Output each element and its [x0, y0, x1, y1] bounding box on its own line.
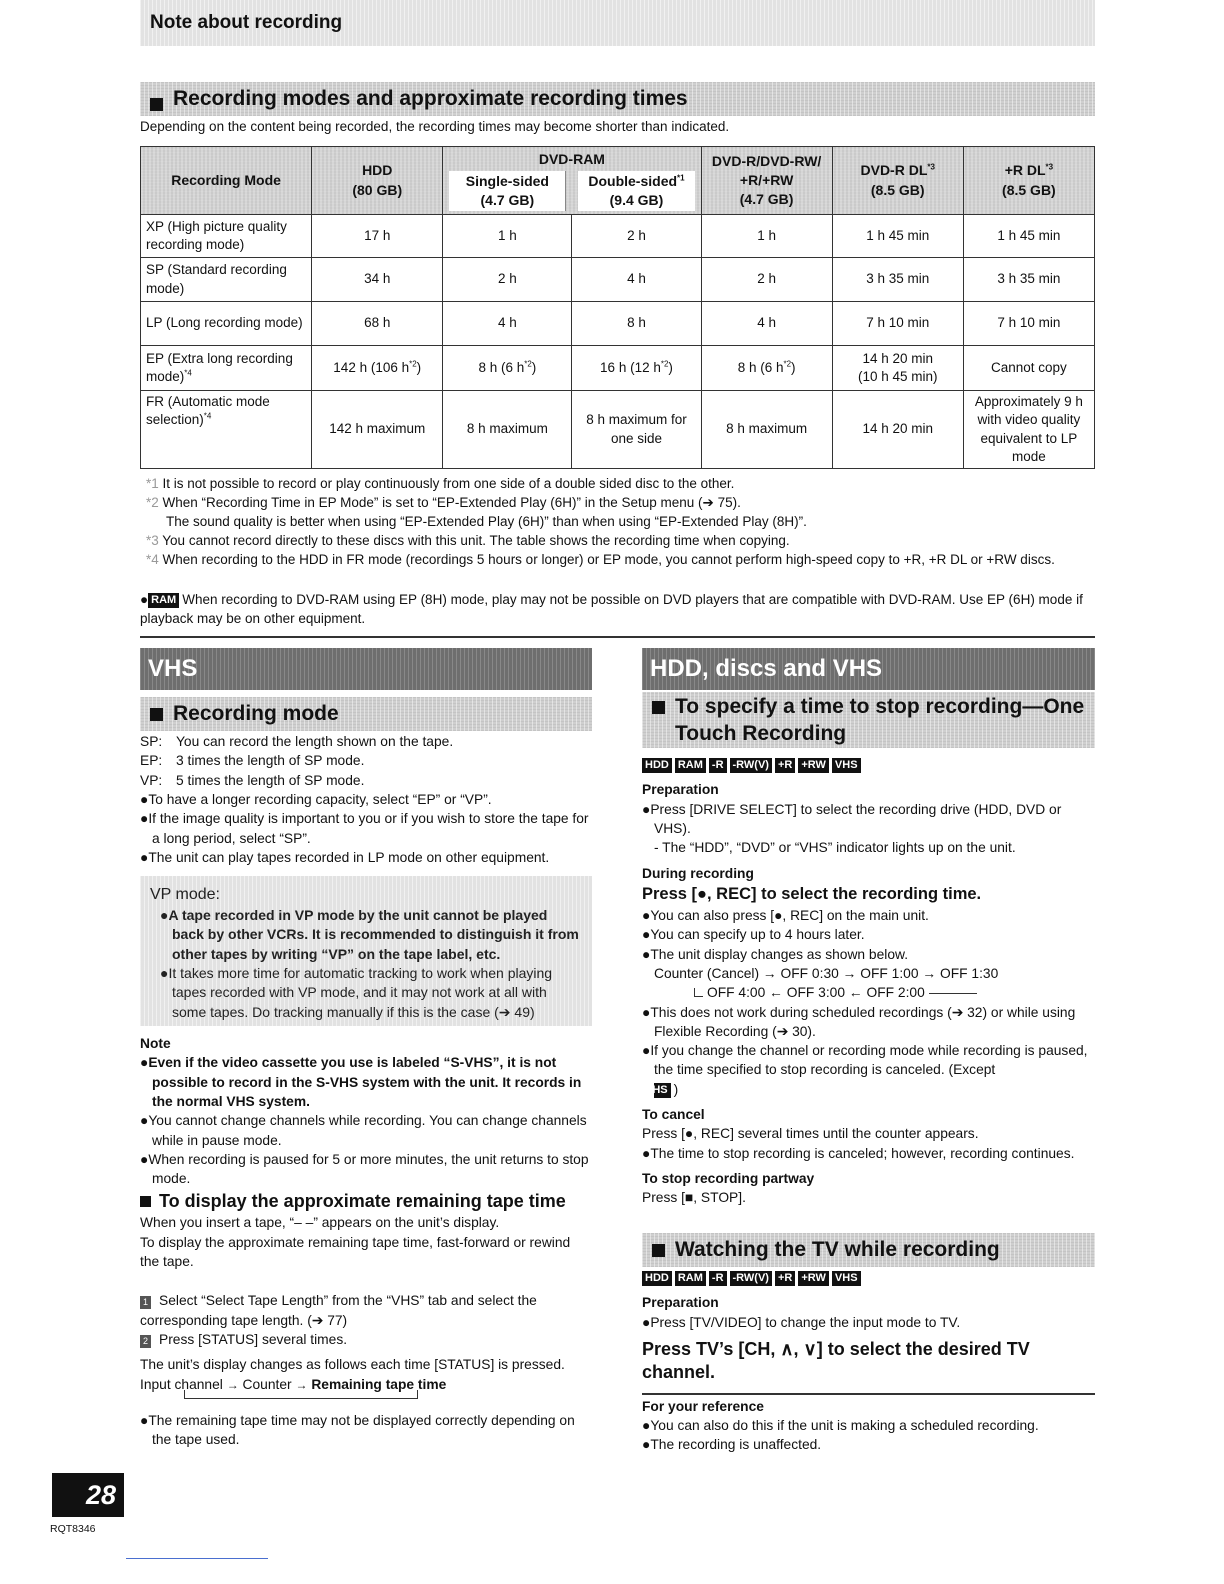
square-bullet-icon — [150, 708, 163, 721]
table-row: SP (Standard recording mode) 34 h 2 h 4 h 2 h 3 h 35 min 3 h 35 min — [141, 258, 1095, 302]
return-arrow-icon — [694, 988, 703, 997]
one-touch-header: To specify a time to stop recording—One Touch Recording — [642, 692, 1095, 748]
col-double-sided: Double-sided$^{*1}$ (9.4 GB) — [578, 171, 694, 212]
footnote: *1 It is not possible to record or play continuously from one side of a double sided disc to the other. — [146, 476, 735, 491]
square-bullet-icon — [652, 1244, 665, 1257]
section-divider — [140, 636, 1095, 638]
vhs-note: Note ●Even if the video cassette you use is labeled “S-VHS”, it is not possible to record in the S-VHS system with the unit. It records in the normal VHS system. ●You cannot change channels while recording. You can change channels while in pause mode. ●When recording is paused for 5 or more minutes, the unit returns to stop mode. — [140, 1036, 589, 1187]
cycle-arrow-icon — [184, 1390, 418, 1399]
vp-mode-box — [140, 876, 592, 1026]
page-number: 28 — [85, 1480, 116, 1510]
footnote: *3 You cannot record directly to these discs with this unit. The table shows the recording time when copying. — [146, 533, 790, 548]
recording-modes-title: Recording modes and approximate recording times — [173, 87, 688, 110]
col-dvd-ram: DVD-RAM Single-sided (4.7 GB) Double-sided$^{*1}$ (9.4 GB) — [443, 147, 701, 215]
col-recording-mode: Recording Mode — [141, 147, 312, 215]
vhs-header — [140, 648, 592, 690]
hdd-discs-vhs-title: HDD, discs and VHS — [650, 655, 883, 682]
step-1-icon: 1 — [140, 1296, 151, 1309]
recording-mode-header — [140, 697, 592, 731]
step-2-icon: 2 — [140, 1335, 151, 1348]
vp-mode-title: VP mode: — [150, 886, 220, 903]
remaining-tape-section: To display the approximate remaining tape time When you insert a tape, “– –” appears on the unit’s display. To display the approximate remaining tape time, fast-forward or rewind the tape. 1 Select “Select Tape Length” from the “VHS” tab and select the corresponding tape length. (➔ 77) 2 Press [STATUS] several times. The unit’s display changes as follows each time [STATUS] is pressed. Input channel → Counter → Remaining tape time ●The remaining tape time may not be displayed correctly depending on the tape used. — [140, 1191, 575, 1448]
ram-badge: RAM — [148, 593, 179, 608]
bottom-rule — [126, 1558, 268, 1559]
recording-mode-title: Recording mode — [173, 702, 339, 725]
vhs-recording-mode-body: SP: You can record the length shown on the tape. EP: 3 times the length of SP mode. VP: 5 times the length of SP mode. ●To have a longer recording capacity, select “EP” or “VP”. ●If the image quality is important to you or if you wish to store the tape for a long period, select “SP”. ●The unit can play tapes recorded in LP mode on other equipment. — [140, 734, 589, 865]
col-hdd: HDD (80 GB) — [312, 147, 443, 215]
document-code: RQT8346 — [50, 1523, 96, 1535]
col-dvd-r: DVD-R/DVD-RW/ +R/+RW (4.7 GB) — [701, 147, 832, 215]
one-touch-body: HDD RAM -R -RW(V) +R +RW VHS Preparation ●Press [DRIVE SELECT] to select the recording drive (HDD, DVD or VHS). - The “HDD”, “DVD” or “VHS” indicator lights up on the unit. During recording Press [●, REC] to select the recording time. ●You can also press [●, REC] on the main unit. ●You can specify up to 4 hours later. ●The unit display changes as shown below. Counter (Cancel) → OFF 0:30 → OFF 1:00 → OFF 1:30 OFF 4:00 ← OFF 3:00 ← OFF 2:00 ●This does not work during scheduled recordings (➔ 32) or while using Flexible Recording (➔ 30). ●If you change the channel or recording mode while recording is paused, the time specified to stop recording is canceled. (Except VHS ) To cancel Press [●, REC] several times until the counter appears. ●The time to stop recording is canceled; however, recording continues. To stop recording partway Press [■, STOP]. — [642, 755, 1095, 1208]
press-tv-ch-heading: Press TV’s [CH, ∧, ∨] to select the desired TV channel. — [642, 1338, 1030, 1383]
press-rec-heading: Press [●, REC] to select the recording time. — [642, 884, 982, 903]
col-plus-r-dl: +R DL$^{*3}$ (8.5 GB) — [963, 147, 1094, 215]
vp-mode-bullet: ●A tape recorded in VP mode by the unit cannot be played back by other VCRs. It is recommended to distinguish it from other tapes by writing “VP” on the tape label, etc. — [160, 907, 579, 962]
footnote: *2 When “Recording Time in EP Mode” is set to “EP-Extended Play (6H)” in the Setup menu (➔ 75). — [146, 495, 741, 510]
drive-badges: HDD RAM -R -RW(V) +R +RW VHS — [642, 1268, 1095, 1287]
top-banner-title: Note about recording — [150, 12, 343, 33]
square-bullet-icon — [140, 1196, 151, 1207]
page-number-box — [52, 1473, 124, 1517]
vhs-header-title: VHS — [148, 655, 198, 682]
watching-tv-title: Watching the TV while recording — [675, 1238, 1000, 1261]
square-bullet-icon — [150, 98, 163, 111]
square-bullet-icon — [652, 701, 665, 714]
recording-modes-header — [140, 82, 1095, 116]
one-touch-title: To specify a time to stop recording—One — [675, 695, 1085, 718]
hdd-discs-vhs-header — [642, 648, 1095, 690]
footnote: *4 When recording to the HDD in FR mode (recordings 5 hours or longer) or EP mode, you cannot perform high-speed copy to +R, +R DL or +RW discs. — [146, 552, 1055, 567]
vp-mode-bullet: ●It takes more time for automatic tracking to work when playing tapes recorded with VP mode, and it may not work at all with some tapes. Do tracking manually if this is the case (➔ 49) — [160, 965, 553, 1020]
remaining-tape-title: To display the approximate remaining tape time — [159, 1191, 566, 1211]
table-row: FR (Automatic mode selection)$^{*4}$ 142 h maximum 8 h maximum 8 h maximum for one side 8 h maximum 14 h 20 min Approximately 9 h with video quality equivalent to LP mode — [141, 391, 1095, 469]
watching-tv-body: HDD RAM -R -RW(V) +R +RW VHS Preparation ●Press [TV/VIDEO] to change the input mode to TV. Press TV’s [CH, ∧, ∨] to select the desired TV channel. For your reference ●You can also do this if the unit is making a scheduled recording. ●The recording is unaffected. — [642, 1268, 1095, 1455]
col-single-sided: Single-sided (4.7 GB) — [449, 171, 566, 212]
drive-badges: HDD RAM -R -RW(V) +R +RW VHS — [642, 755, 1095, 774]
col-dvd-r-dl: DVD-R DL$^{*3}$ (8.5 GB) — [832, 147, 963, 215]
table-row: EP (Extra long recording mode)$^{*4}$ 142 h (106 $h^{*2}$) 8 h (6 $h^{*2}$) 16 h (12 $h^{*2}$) 8 h (6 $h^{*2}$) 14 h 20 min (10 h 45 min) Cannot copy — [141, 346, 1095, 391]
recording-modes-intro: Depending on the content being recorded, the recording times may become shorter than indicated. — [140, 119, 730, 134]
table-row: LP (Long recording mode) 68 h 4 h 8 h 4 h 7 h 10 min 7 h 10 min — [141, 302, 1095, 346]
footnote: The sound quality is better when using “EP-Extended Play (6H)” than when using “EP-Extended Play (8H)”. — [166, 514, 807, 529]
ram-note: ● RAM When recording to DVD-RAM using EP (8H) mode, play may not be possible on DVD players that are compatible with DVD-RAM. Use EP (6H) mode if playback may be on other equipment. — [140, 592, 1083, 626]
table-row: XP (High picture quality recording mode) 17 h 1 h 2 h 1 h 1 h 45 min 1 h 45 min — [141, 215, 1095, 258]
top-banner — [140, 0, 1095, 46]
recording-times-table — [140, 146, 1095, 469]
watching-tv-header — [642, 1233, 1095, 1267]
